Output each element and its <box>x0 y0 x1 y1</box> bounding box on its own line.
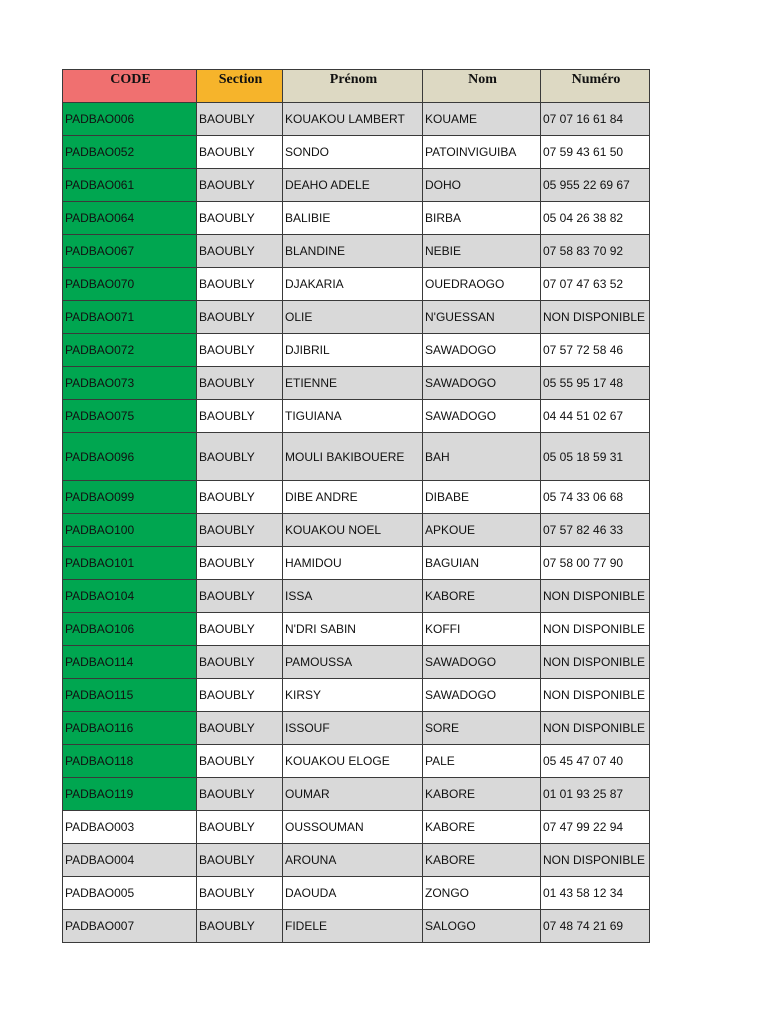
cell-numero: NON DISPONIBLE <box>541 844 650 877</box>
cell-prenom: ISSA <box>283 580 423 613</box>
table-row <box>63 235 650 268</box>
cell-nom: BAH <box>423 433 541 481</box>
cell-nom: SALOGO <box>423 910 541 943</box>
cell-prenom: N'DRI SABIN <box>283 613 423 646</box>
cell-numero: 07 07 47 63 52 <box>541 268 650 301</box>
table-row <box>63 778 650 811</box>
cell-code: PADBAO005 <box>63 877 197 910</box>
cell-nom: SAWADOGO <box>423 400 541 433</box>
cell-code: PADBAO101 <box>63 547 197 580</box>
table-row <box>63 334 650 367</box>
table-row <box>63 433 650 481</box>
table-row <box>63 910 650 943</box>
cell-nom: KOFFI <box>423 613 541 646</box>
cell-nom: SAWADOGO <box>423 367 541 400</box>
cell-nom: KABORE <box>423 844 541 877</box>
cell-code: PADBAO052 <box>63 136 197 169</box>
cell-section: BAOUBLY <box>197 103 283 136</box>
cell-code: PADBAO100 <box>63 514 197 547</box>
cell-nom: DIBABE <box>423 481 541 514</box>
cell-prenom: MOULI BAKIBOUERE <box>283 433 423 481</box>
table-body <box>63 103 650 943</box>
cell-section: BAOUBLY <box>197 433 283 481</box>
cell-section: BAOUBLY <box>197 169 283 202</box>
cell-code: PADBAO118 <box>63 745 197 778</box>
cell-nom: DOHO <box>423 169 541 202</box>
cell-section: BAOUBLY <box>197 202 283 235</box>
cell-prenom: SONDO <box>283 136 423 169</box>
cell-prenom: DIBE ANDRE <box>283 481 423 514</box>
cell-section: BAOUBLY <box>197 679 283 712</box>
cell-numero: 07 58 83 70 92 <box>541 235 650 268</box>
cell-prenom: PAMOUSSA <box>283 646 423 679</box>
cell-numero: 07 48 74 21 69 <box>541 910 650 943</box>
contacts-table <box>62 69 650 943</box>
cell-prenom: KIRSY <box>283 679 423 712</box>
cell-section: BAOUBLY <box>197 844 283 877</box>
cell-code: PADBAO119 <box>63 778 197 811</box>
table-row <box>63 268 650 301</box>
cell-section: BAOUBLY <box>197 778 283 811</box>
cell-section: BAOUBLY <box>197 745 283 778</box>
cell-code: PADBAO106 <box>63 613 197 646</box>
cell-code: PADBAO070 <box>63 268 197 301</box>
cell-nom: SAWADOGO <box>423 646 541 679</box>
cell-code: PADBAO116 <box>63 712 197 745</box>
cell-numero: 05 45 47 07 40 <box>541 745 650 778</box>
cell-numero: NON DISPONIBLE <box>541 301 650 334</box>
cell-numero: 01 01 93 25 87 <box>541 778 650 811</box>
cell-nom: PALE <box>423 745 541 778</box>
cell-code: PADBAO061 <box>63 169 197 202</box>
column-header-prenom: Prénom <box>283 70 423 103</box>
cell-numero: 07 58 00 77 90 <box>541 547 650 580</box>
table-row <box>63 400 650 433</box>
cell-nom: NEBIE <box>423 235 541 268</box>
cell-numero: 04 44 51 02 67 <box>541 400 650 433</box>
table-row <box>63 169 650 202</box>
table-row <box>63 745 650 778</box>
cell-numero: 01 43 58 12 34 <box>541 877 650 910</box>
cell-prenom: ISSOUF <box>283 712 423 745</box>
cell-prenom: HAMIDOU <box>283 547 423 580</box>
cell-code: PADBAO003 <box>63 811 197 844</box>
cell-numero: 07 57 82 46 33 <box>541 514 650 547</box>
cell-prenom: KOUAKOU LAMBERT <box>283 103 423 136</box>
cell-prenom: BLANDINE <box>283 235 423 268</box>
cell-nom: N'GUESSAN <box>423 301 541 334</box>
table-row <box>63 103 650 136</box>
cell-numero: 07 47 99 22 94 <box>541 811 650 844</box>
cell-code: PADBAO075 <box>63 400 197 433</box>
table-row <box>63 712 650 745</box>
column-header-code: CODE <box>63 70 197 103</box>
cell-prenom: DJAKARIA <box>283 268 423 301</box>
cell-nom: SAWADOGO <box>423 334 541 367</box>
table-row <box>63 811 650 844</box>
cell-numero: 07 57 72 58 46 <box>541 334 650 367</box>
cell-code: PADBAO067 <box>63 235 197 268</box>
cell-prenom: AROUNA <box>283 844 423 877</box>
cell-code: PADBAO004 <box>63 844 197 877</box>
column-header-numero: Numéro <box>541 70 650 103</box>
cell-numero: 05 955 22 69 67 <box>541 169 650 202</box>
cell-prenom: DAOUDA <box>283 877 423 910</box>
cell-prenom: OUMAR <box>283 778 423 811</box>
table-row <box>63 514 650 547</box>
cell-nom: ZONGO <box>423 877 541 910</box>
cell-code: PADBAO115 <box>63 679 197 712</box>
cell-prenom: DJIBRIL <box>283 334 423 367</box>
table-row <box>63 367 650 400</box>
cell-code: PADBAO073 <box>63 367 197 400</box>
column-header-nom: Nom <box>423 70 541 103</box>
table-row <box>63 136 650 169</box>
cell-section: BAOUBLY <box>197 400 283 433</box>
header-row <box>63 70 650 103</box>
cell-numero: NON DISPONIBLE <box>541 646 650 679</box>
cell-code: PADBAO104 <box>63 580 197 613</box>
table-row <box>63 646 650 679</box>
cell-numero: 07 07 16 61 84 <box>541 103 650 136</box>
cell-section: BAOUBLY <box>197 877 283 910</box>
cell-code: PADBAO007 <box>63 910 197 943</box>
table-row <box>63 301 650 334</box>
cell-prenom: OUSSOUMAN <box>283 811 423 844</box>
cell-nom: OUEDRAOGO <box>423 268 541 301</box>
cell-section: BAOUBLY <box>197 334 283 367</box>
cell-numero: 05 55 95 17 48 <box>541 367 650 400</box>
cell-nom: KABORE <box>423 778 541 811</box>
cell-code: PADBAO114 <box>63 646 197 679</box>
cell-code: PADBAO096 <box>63 433 197 481</box>
cell-nom: APKOUE <box>423 514 541 547</box>
cell-numero: 05 05 18 59 31 <box>541 433 650 481</box>
cell-section: BAOUBLY <box>197 301 283 334</box>
cell-section: BAOUBLY <box>197 613 283 646</box>
cell-prenom: DEAHO ADELE <box>283 169 423 202</box>
cell-code: PADBAO099 <box>63 481 197 514</box>
table-row <box>63 679 650 712</box>
cell-prenom: OLIE <box>283 301 423 334</box>
cell-prenom: ETIENNE <box>283 367 423 400</box>
table-row <box>63 481 650 514</box>
table-row <box>63 877 650 910</box>
cell-numero: NON DISPONIBLE <box>541 712 650 745</box>
cell-section: BAOUBLY <box>197 367 283 400</box>
cell-prenom: KOUAKOU NOEL <box>283 514 423 547</box>
cell-section: BAOUBLY <box>197 580 283 613</box>
cell-numero: 05 74 33 06 68 <box>541 481 650 514</box>
cell-prenom: BALIBIE <box>283 202 423 235</box>
table-row <box>63 613 650 646</box>
cell-numero: NON DISPONIBLE <box>541 679 650 712</box>
cell-prenom: TIGUIANA <box>283 400 423 433</box>
cell-prenom: FIDELE <box>283 910 423 943</box>
cell-code: PADBAO064 <box>63 202 197 235</box>
cell-code: PADBAO071 <box>63 301 197 334</box>
cell-nom: KOUAME <box>423 103 541 136</box>
cell-section: BAOUBLY <box>197 910 283 943</box>
cell-section: BAOUBLY <box>197 712 283 745</box>
cell-section: BAOUBLY <box>197 514 283 547</box>
table-row <box>63 547 650 580</box>
cell-nom: BIRBA <box>423 202 541 235</box>
cell-nom: SAWADOGO <box>423 679 541 712</box>
cell-numero: 05 04 26 38 82 <box>541 202 650 235</box>
cell-section: BAOUBLY <box>197 268 283 301</box>
cell-numero: 07 59 43 61 50 <box>541 136 650 169</box>
cell-nom: SORE <box>423 712 541 745</box>
cell-nom: PATOINVIGUIBA <box>423 136 541 169</box>
cell-code: PADBAO072 <box>63 334 197 367</box>
cell-prenom: KOUAKOU ELOGE <box>283 745 423 778</box>
column-header-section: Section <box>197 70 283 103</box>
table-row <box>63 844 650 877</box>
cell-section: BAOUBLY <box>197 235 283 268</box>
cell-section: BAOUBLY <box>197 481 283 514</box>
cell-section: BAOUBLY <box>197 811 283 844</box>
cell-nom: KABORE <box>423 811 541 844</box>
cell-section: BAOUBLY <box>197 547 283 580</box>
cell-section: BAOUBLY <box>197 136 283 169</box>
cell-section: BAOUBLY <box>197 646 283 679</box>
table-row <box>63 580 650 613</box>
cell-numero: NON DISPONIBLE <box>541 613 650 646</box>
cell-numero: NON DISPONIBLE <box>541 580 650 613</box>
cell-nom: KABORE <box>423 580 541 613</box>
cell-code: PADBAO006 <box>63 103 197 136</box>
cell-nom: BAGUIAN <box>423 547 541 580</box>
table-row <box>63 202 650 235</box>
